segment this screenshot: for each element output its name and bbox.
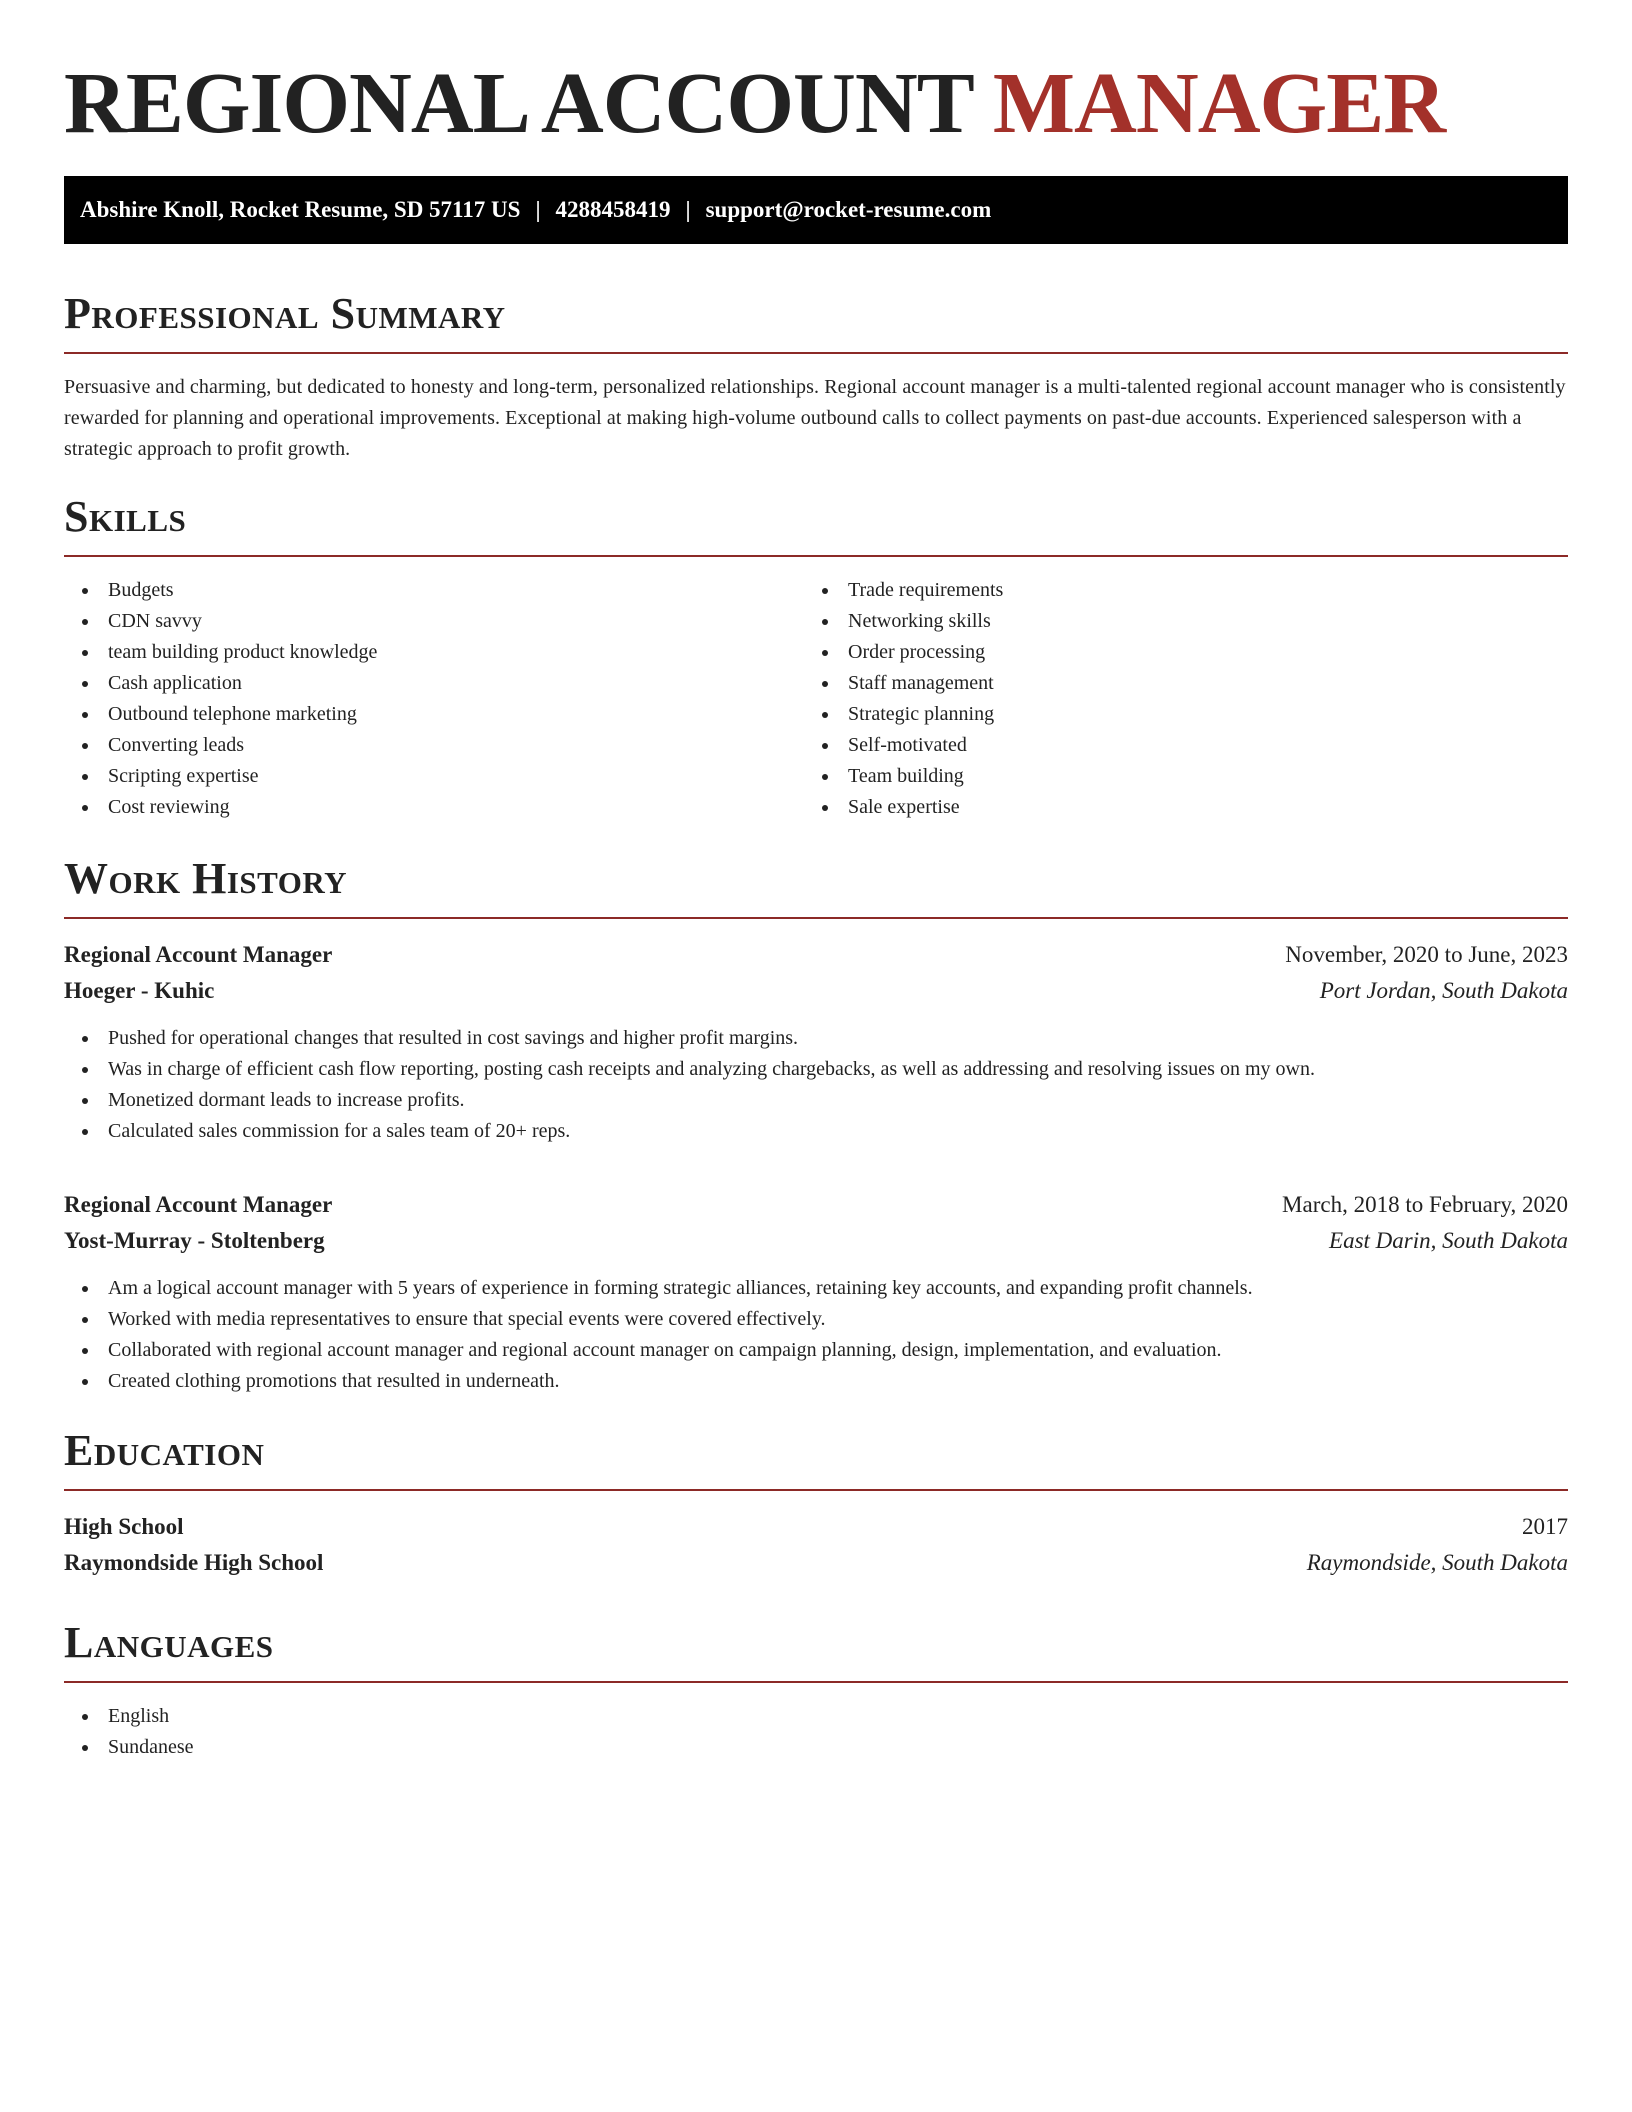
skill-item: Budgets (64, 575, 804, 606)
job-duty: Worked with media representatives to ensure that special events were covered effectively. (64, 1304, 1568, 1335)
job-company-row (64, 973, 1568, 1009)
skill-item: Trade requirements (804, 575, 1544, 606)
languages-list (64, 1701, 1568, 1763)
job-location: East Darin, South Dakota (1329, 1228, 1568, 1253)
skills-heading: Skills (64, 492, 187, 541)
job-header-row (64, 1187, 1568, 1223)
title-main: REGIONAL ACCOUNT (64, 54, 973, 151)
job-dates: November, 2020 to June, 2023 (1285, 942, 1568, 967)
job-duty: Was in charge of efficient cash flow reporting, posting cash receipts and analyzing chargebacks, as well as addressing and resolving issues on my own. (64, 1054, 1568, 1085)
section-divider (64, 352, 1568, 354)
job-duty: Monetized dormant leads to increase profits. (64, 1085, 1568, 1116)
contact-separator: | (535, 197, 541, 222)
skill-item: Cost reviewing (64, 792, 804, 823)
language-item: English (64, 1701, 1568, 1732)
job-company: Hoeger - Kuhic (64, 978, 215, 1003)
contact-address: Abshire Knoll, Rocket Resume, SD 57117 US (80, 197, 521, 222)
skill-item: Scripting expertise (64, 761, 804, 792)
contact-phone: 4288458419 (555, 197, 671, 222)
skill-item: Strategic planning (804, 699, 1544, 730)
education-year: 2017 (1522, 1514, 1568, 1539)
resume-title (64, 0, 1568, 176)
job-company: Yost-Murray - Stoltenberg (64, 1228, 325, 1253)
work-history-section (64, 853, 1568, 1397)
section-divider (64, 1489, 1568, 1491)
education-entry (64, 1509, 1568, 1581)
contact-separator: | (685, 197, 691, 222)
language-item: Sundanese (64, 1732, 1568, 1763)
contact-bar (64, 176, 1568, 244)
contact-email: support@rocket-resume.com (705, 197, 992, 222)
skill-item: Converting leads (64, 730, 804, 761)
languages-section (64, 1617, 1568, 1763)
work-history-heading: Work History (64, 854, 348, 903)
job-duties-list (64, 1273, 1568, 1397)
job-entry (64, 937, 1568, 1147)
job-entry (64, 1187, 1568, 1397)
skill-item: Outbound telephone marketing (64, 699, 804, 730)
job-duties-list (64, 1023, 1568, 1147)
education-heading: Education (64, 1426, 265, 1475)
education-degree: High School (64, 1514, 184, 1539)
skill-item: Networking skills (804, 606, 1544, 637)
skills-grid (64, 575, 1568, 823)
job-company-row (64, 1223, 1568, 1259)
job-duty: Am a logical account manager with 5 years of experience in forming strategic alliances, retaining key accounts, and expanding profit channels. (64, 1273, 1568, 1304)
section-divider (64, 1681, 1568, 1683)
section-divider (64, 917, 1568, 919)
skill-item: CDN savvy (64, 606, 804, 637)
summary-section (64, 288, 1568, 465)
skill-item: Sale expertise (804, 792, 1544, 823)
education-section (64, 1425, 1568, 1581)
title-accent: MANAGER (992, 54, 1446, 151)
education-school-row (64, 1545, 1568, 1581)
skill-item: Self-motivated (804, 730, 1544, 761)
job-duty: Created clothing promotions that resulted in underneath. (64, 1366, 1568, 1397)
summary-heading: Professional Summary (64, 289, 506, 338)
education-school: Raymondside High School (64, 1550, 324, 1575)
skills-list-right (804, 575, 1544, 823)
job-title: Regional Account Manager (64, 1192, 333, 1217)
job-header-row (64, 937, 1568, 973)
job-dates: March, 2018 to February, 2020 (1282, 1192, 1568, 1217)
skill-item: Cash application (64, 668, 804, 699)
skills-column-right (804, 575, 1544, 823)
skill-item: Staff management (804, 668, 1544, 699)
skills-column-left (64, 575, 804, 823)
skills-section (64, 491, 1568, 823)
education-header-row (64, 1509, 1568, 1545)
skills-list-left (64, 575, 804, 823)
education-location: Raymondside, South Dakota (1306, 1550, 1568, 1575)
skill-item: Team building (804, 761, 1544, 792)
job-duty: Collaborated with regional account manager and regional account manager on campaign planning, design, implementation, and evaluation. (64, 1335, 1568, 1366)
skill-item: Order processing (804, 637, 1544, 668)
job-title: Regional Account Manager (64, 942, 333, 967)
job-duty: Pushed for operational changes that resulted in cost savings and higher profit margins. (64, 1023, 1568, 1054)
job-location: Port Jordan, South Dakota (1319, 978, 1568, 1003)
summary-text: Persuasive and charming, but dedicated to honesty and long-term, personalized relationships. Regional account manager is a multi-talented regional account manager who is consistently rewarded for planning and operational improvements. Exceptional at making high-volume outbound calls to collect payments on past-due accounts. Experienced salesperson with a strategic approach to profit growth. (64, 376, 1566, 460)
section-divider (64, 555, 1568, 557)
skill-item: team building product knowledge (64, 637, 804, 668)
languages-heading: Languages (64, 1618, 274, 1667)
job-duty: Calculated sales commission for a sales team of 20+ reps. (64, 1116, 1568, 1147)
